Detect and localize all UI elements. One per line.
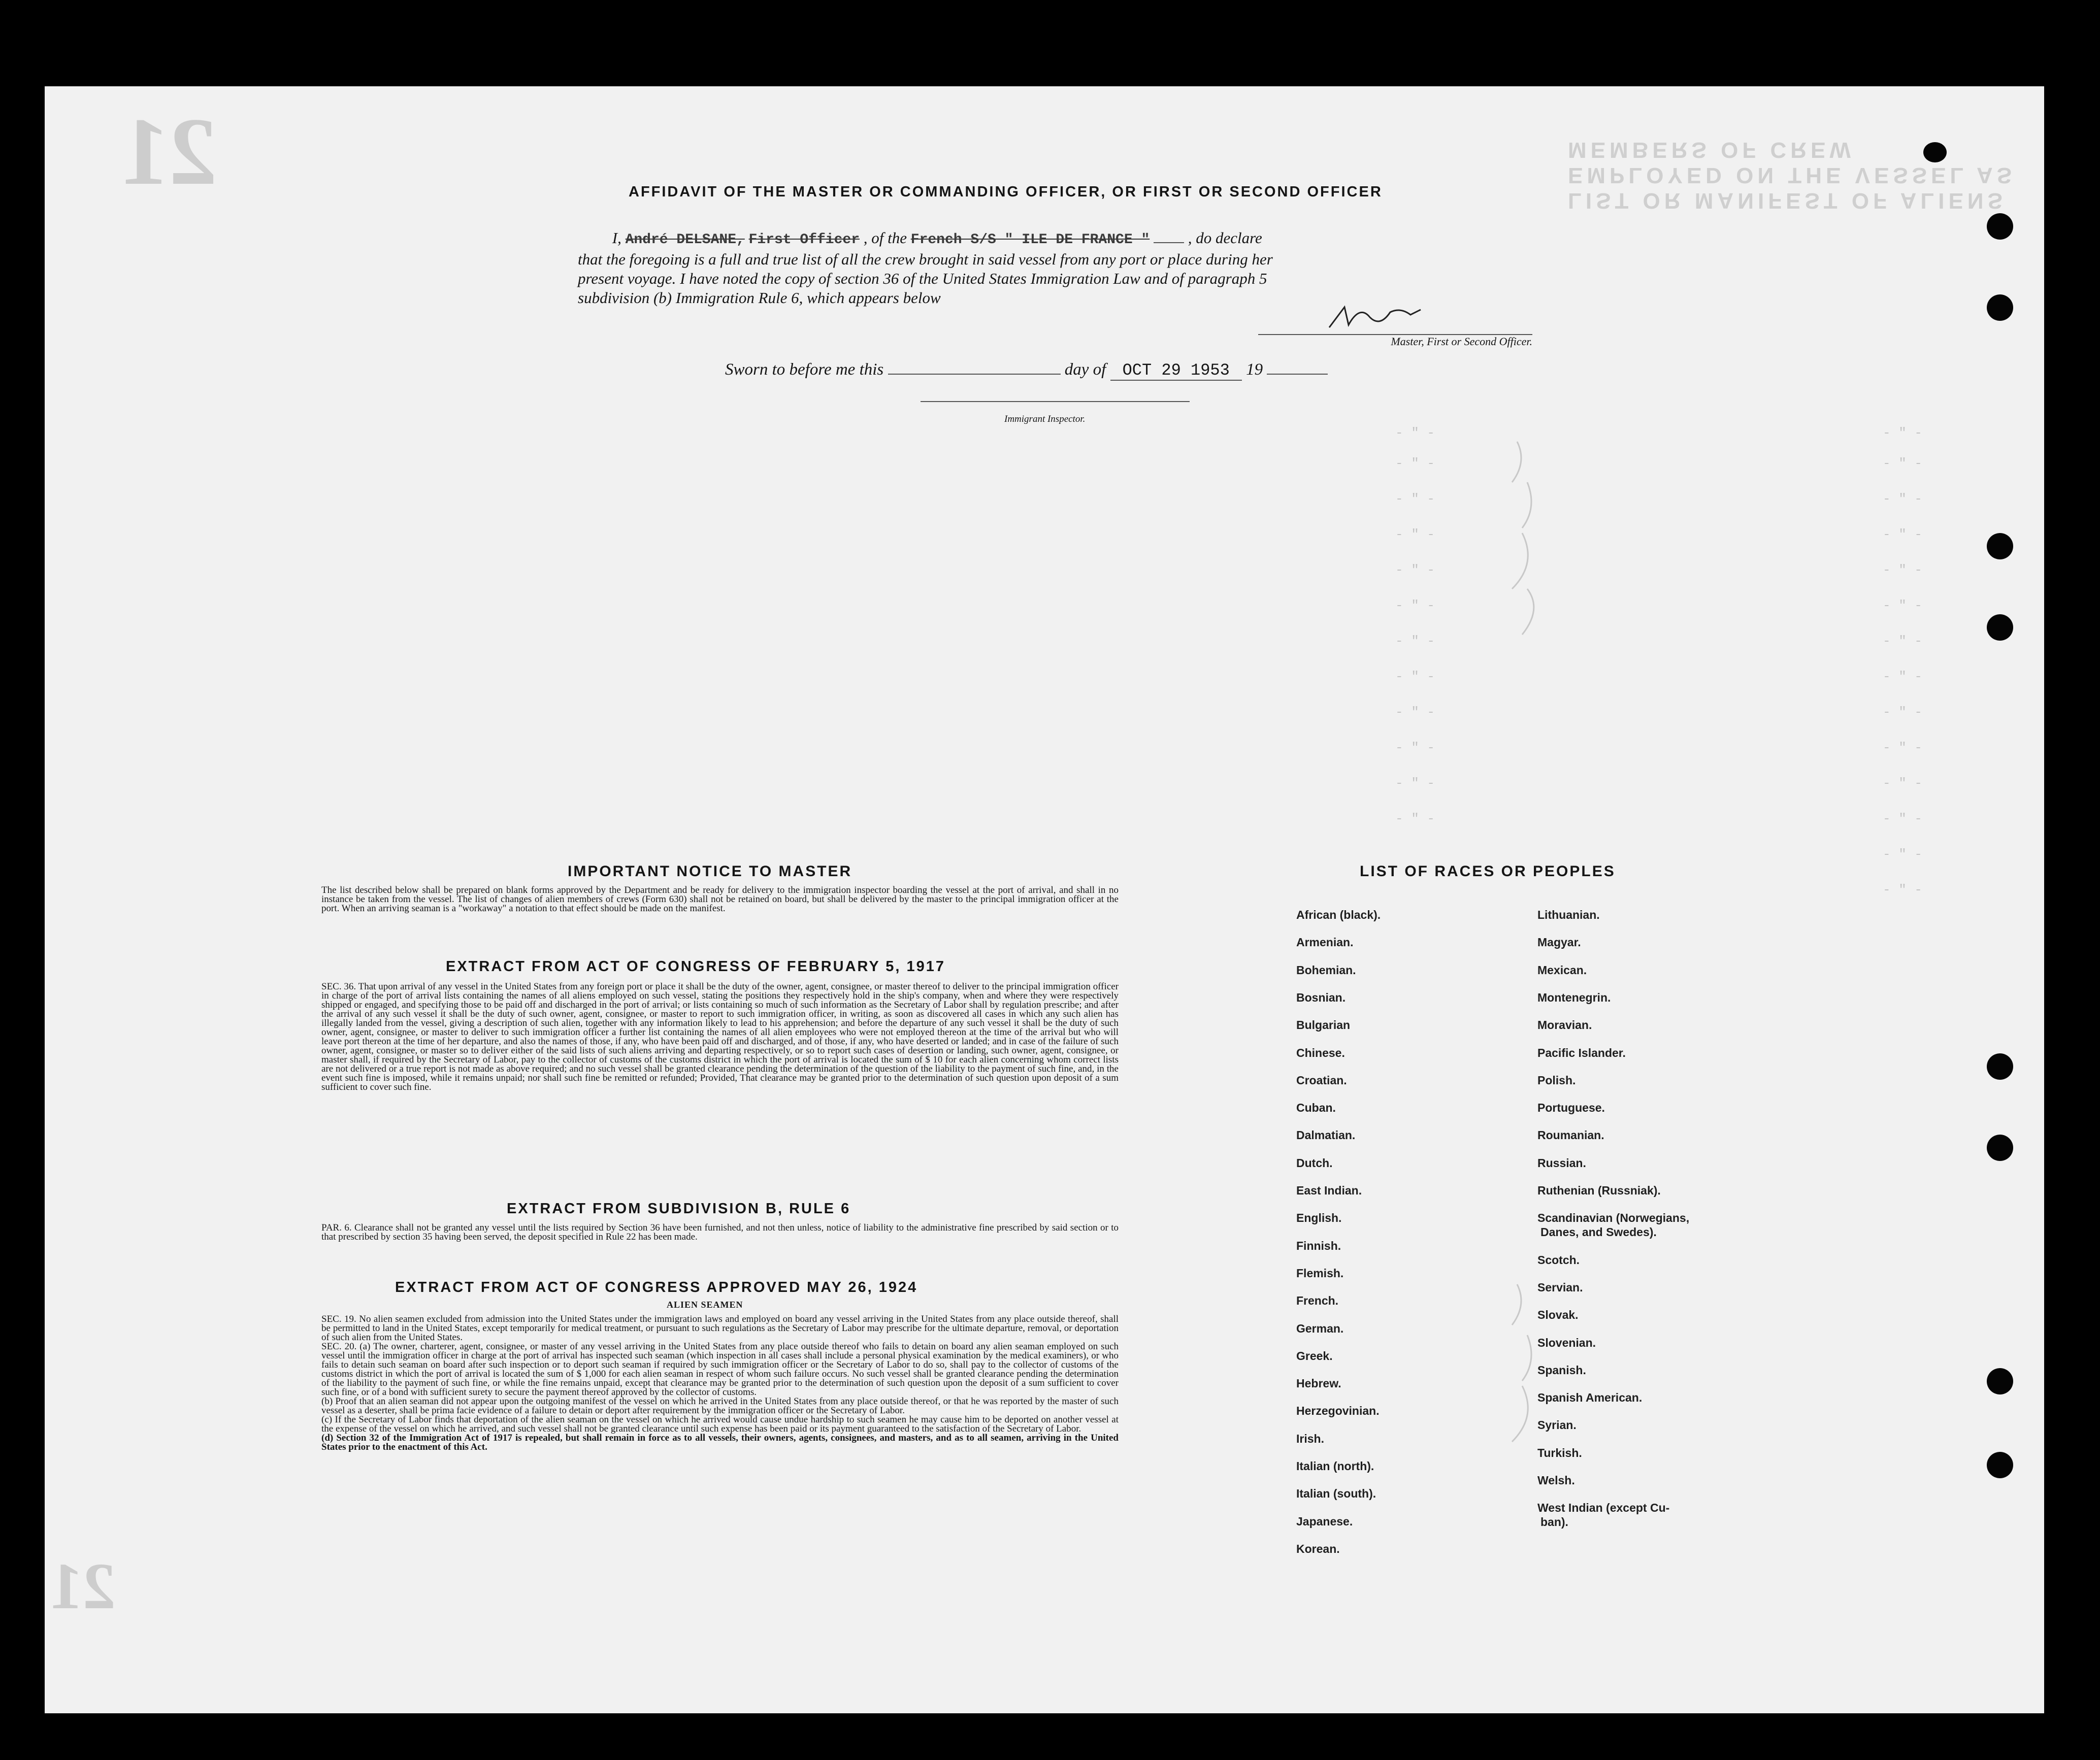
race-item: Dutch. <box>1296 1156 1333 1170</box>
officer-name: André DELSANE, <box>625 232 745 248</box>
punch-hole <box>1987 294 2013 321</box>
sec20d-paragraph: (d) Section 32 of the Immigration Act of 1917 is repealed, but shall remain in force as to all vessels, their owners, agents, consignees, and masters, and as to all seamen, arriving in the United States prior to the enactment of this Act. <box>321 1433 1119 1452</box>
race-item: Russian. <box>1537 1156 1586 1170</box>
race-item: Japanese. <box>1296 1514 1353 1528</box>
race-item: Turkish. <box>1537 1446 1582 1459</box>
svg-text:- " -: - " - <box>1395 634 1435 649</box>
svg-text:- " -: - " - <box>1883 811 1923 826</box>
race-item: Servian. <box>1537 1280 1583 1294</box>
punch-hole <box>1923 142 1947 162</box>
sworn-line <box>725 360 1328 381</box>
notice-text: The list described below shall be prepared on blank forms approved by the Department and be ready for delivery to the immigration inspector boarding the vessel at the port of arrival, and shall in no instance be taken from the vessel. The list of changes of alien members of crews (Form 630) shall not be retained on board, but shall be delivered by the master to the principal immigration officer at the port. When an arriving seaman is a "workaway" a notation to that effect should be made on the manifest. <box>321 885 1119 914</box>
race-item: Pacific Islander. <box>1537 1046 1626 1059</box>
svg-text:- " -: - " - <box>1395 456 1435 471</box>
race-item: Moravian. <box>1537 1018 1592 1032</box>
race-item: Korean. <box>1296 1542 1340 1555</box>
race-item: Spanish American. <box>1537 1391 1643 1405</box>
race-item: Hebrew. <box>1296 1377 1341 1390</box>
race-item: Finnish. <box>1296 1239 1341 1252</box>
race-item: Polish. <box>1537 1073 1576 1087</box>
race-item: African (black). <box>1296 908 1381 921</box>
race-item: Armenian. <box>1296 936 1354 949</box>
alien-seamen-subtitle: ALIEN SEAMEN <box>667 1300 743 1310</box>
race-item: Danes, and Swedes). <box>1540 1225 1657 1239</box>
race-item: Cuban. <box>1296 1101 1336 1115</box>
inspector-label: Immigrant Inspector. <box>1004 414 1086 424</box>
svg-text:- " -: - " - <box>1883 562 1923 578</box>
race-item: Slovak. <box>1537 1308 1579 1322</box>
sec20c-paragraph: (c) If the Secretary of Labor finds that deportation of the alien seaman on the vessel on which he arrived would cause undue hardship to such seamen he may cause him to be deported on another vessel at the expense of the vessel on which he arrived, and such vessel shall not be granted clearance until such expense has been paid or its payment guaranteed to the satisfaction of the Secretary of Labor. <box>321 1414 1119 1434</box>
svg-text:- " -: - " - <box>1883 705 1923 720</box>
ghost-bleed-title: LIST OR MANIFEST OF ALIENS EMPLOYED ON THE VESSEL AS MEMBERS OF CREW <box>1568 138 2016 213</box>
extract-1924-title: EXTRACT FROM ACT OF CONGRESS APPROVED MAY 26, 1924 <box>395 1279 918 1296</box>
of-the-text: , of the <box>863 229 907 247</box>
sec19-paragraph: SEC. 19. No alien seamen excluded from admission into the United States under the immigration laws and employed on board any vessel arriving in the United States from any place outside thereof, shall be permitted to land in the United States, except temporarily for medical treatment, or pursuant to such regulations as the Secretary of Labor may prescribe for the ultimate departure, removal, or deportation of such alien from the United States. <box>321 1314 1119 1343</box>
inspector-signature-line <box>921 401 1190 402</box>
affidavit-line-3: present voyage. I have noted the copy of section 36 of the United States Immigration Law and of paragraph 5 <box>578 270 1267 287</box>
race-item: French. <box>1296 1294 1339 1308</box>
notice-title: IMPORTANT NOTICE TO MASTER <box>568 863 852 880</box>
race-item: Flemish. <box>1296 1266 1344 1280</box>
vessel-name: French S/S " ILE DE FRANCE " <box>910 232 1150 248</box>
svg-text:- " -: - " - <box>1395 705 1435 720</box>
punch-hole <box>1987 533 2013 559</box>
svg-text:- " -: - " - <box>1395 491 1435 507</box>
race-item: East Indian. <box>1296 1184 1362 1197</box>
race-item: Scandinavian (Norwegians, <box>1537 1211 1690 1225</box>
race-item: Chinese. <box>1296 1046 1345 1059</box>
races-title: LIST OF RACES OR PEOPLES <box>1360 863 1616 880</box>
affidavit-title: AFFIDAVIT OF THE MASTER OR COMMANDING OFFICER, OR FIRST OR SECOND OFFICER <box>629 184 1383 200</box>
race-item: Bohemian. <box>1296 963 1356 977</box>
affidavit-body <box>578 228 1543 308</box>
race-item: Bulgarian <box>1296 1018 1351 1032</box>
race-item: Syrian. <box>1537 1418 1577 1432</box>
stamp-number-bottom: 21 <box>50 1550 116 1623</box>
ghost-manifest-rows <box>1375 421 2035 1640</box>
punch-hole <box>1987 1452 2013 1478</box>
punch-hole <box>1987 614 2013 641</box>
punch-hole <box>1987 1135 2013 1161</box>
race-item: Irish. <box>1296 1432 1324 1445</box>
race-item: German. <box>1296 1321 1344 1335</box>
race-item: Lithuanian. <box>1537 908 1600 921</box>
punch-hole <box>1987 1368 2013 1394</box>
svg-text:- " -: - " - <box>1883 425 1923 441</box>
svg-text:- " -: - " - <box>1883 634 1923 649</box>
race-item: Magyar. <box>1537 936 1581 949</box>
svg-text:- " -: - " - <box>1395 811 1435 826</box>
race-item: Ruthenian (Russniak). <box>1537 1184 1661 1197</box>
officer-rank: First Officer <box>748 232 860 248</box>
race-item: ban). <box>1540 1515 1568 1529</box>
sec20b-paragraph: (b) Proof that an alien seaman did not appear upon the outgoing manifest of the vessel on which he arrived in the United States from any place outside thereof, or that he was reported by the master of such vessel as a deserter, shall be prima facie evidence of a failure to detain or deport after requirement by the immigration officer or the Secretary of Labor. <box>321 1396 1119 1416</box>
svg-text:- " -: - " - <box>1883 527 1923 542</box>
svg-text:- " -: - " - <box>1395 740 1435 755</box>
race-item: Montenegrin. <box>1537 990 1611 1004</box>
do-declare-text: , do declare <box>1188 229 1262 247</box>
svg-text:- " -: - " - <box>1883 598 1923 613</box>
affidavit-line-1 <box>578 228 1543 250</box>
affidavit-line-4: subdivision (b) Immigration Rule 6, which appears below <box>578 289 941 307</box>
extract-rule6-title: EXTRACT FROM SUBDIVISION B, RULE 6 <box>507 1201 851 1217</box>
year-prefix: 19 <box>1246 360 1263 379</box>
sworn-prefix: Sworn to before me this <box>725 360 884 379</box>
svg-text:- " -: - " - <box>1883 882 1923 898</box>
punch-hole <box>1987 1053 2013 1080</box>
race-item: Dalmatian. <box>1296 1128 1356 1142</box>
race-item: Herzegovinian. <box>1296 1404 1380 1418</box>
svg-text:- " -: - " - <box>1395 425 1435 441</box>
race-item: Roumanian. <box>1537 1128 1604 1142</box>
extract-1917-text: SEC. 36. That upon arrival of any vessel in the United States from any foreign port or place it shall be the duty of the owner, agent, consignee, or master thereof to deliver to the principal immigration officer in charge of the port of arrival lists containing the names of all aliens employed on such vessel, stating the positions they respectively hold in the ship's company, when and where they were respectively shipped or engaged, and specifying those to be paid off and discharged in the port of arrival; or lists containing so much of such information as the Secretary of Labor shall by regulation prescribe; and after the arrival of any such vessel it shall be the duty of such owner, agent, consignee, or master to report to such immigration officer, in writing, as soon as discovered all cases in which any such alien has illegally landed from the vessel, giving a description of such alien, together with any information likely to lead to his apprehension; and before the departure of any such vessel it shall be the duty of such owner, agent, consignee, or master to deliver to such immigration officer a further list containing the names of all alien employees who were not employed thereon at the time of the arrival but who will leave port thereon at the time of her departure, and also the names of those, if any, who have been paid off and discharged, and of those, if any, who have deserted or landed; and in case of the failure of such owner, agent, consignee, or master so to deliver either of the said lists of such aliens arriving and departing respectively, or so to report such cases of desertion or landing, such owner, agent, consignee, or master shall, if required by the Secretary of Labor, pay to the collector of customs of the customs district in which the port of arrival is located the sum of $ 10 for each alien concerning whom correct lists are not delivered or a true report is not made as above required; and no such vessel shall be granted clearance pending the determination of the question of the liability to the payment of such fine, and, in the event such fine is imposed, while it remains unpaid; nor shall such fine be remitted or refunded; Provided, That clearance may be granted prior to the determination of such question upon deposit of a sum sufficient to cover such fine. <box>321 981 1119 1092</box>
affidavit-i: I, <box>612 229 621 247</box>
race-item: West Indian (except Cu- <box>1537 1501 1670 1515</box>
race-item: Croatian. <box>1296 1073 1347 1087</box>
extract-1924-text <box>321 1315 1119 1452</box>
day-of-text: day of <box>1064 360 1106 379</box>
race-item: Scotch. <box>1537 1253 1580 1267</box>
race-item: Slovenian. <box>1537 1336 1596 1349</box>
svg-text:- " -: - " - <box>1395 776 1435 791</box>
svg-text:- " -: - " - <box>1883 740 1923 755</box>
race-item: Italian (north). <box>1296 1459 1374 1473</box>
officer-signature <box>1324 300 1426 335</box>
stamp-number-top: 21 <box>121 98 217 205</box>
affidavit-line-2: that the foregoing is a full and true list of all the crew brought in said vessel from any port or place during her <box>578 250 1273 268</box>
svg-text:- " -: - " - <box>1395 527 1435 542</box>
race-item: Spanish. <box>1537 1363 1586 1377</box>
race-item: Portuguese. <box>1537 1101 1605 1115</box>
svg-text:- " -: - " - <box>1395 562 1435 578</box>
document-page <box>45 86 2044 1713</box>
race-item: English. <box>1296 1211 1342 1225</box>
race-item: Italian (south). <box>1296 1487 1376 1501</box>
extract-1917-title: EXTRACT FROM ACT OF CONGRESS OF FEBRUARY 5, 1917 <box>446 958 946 975</box>
svg-text:- " -: - " - <box>1883 491 1923 507</box>
punch-hole <box>1987 213 2013 240</box>
race-item: Greek. <box>1296 1349 1333 1363</box>
race-item: Bosnian. <box>1296 990 1346 1004</box>
svg-text:- " -: - " - <box>1883 847 1923 862</box>
svg-text:- " -: - " - <box>1883 456 1923 471</box>
sec20a-paragraph: SEC. 20. (a) The owner, charterer, agent, consignee, or master of any vessel arriving in the United States from any place outside thereof who fails to detain on board any alien seaman employed on such vessel until the immigration officer in charge at the port of arrival has inspected such seaman (which inspection in all cases shall include a personal physical examination by the medical examiners), or who fails to detain such seaman on board after such inspection or to deport such seaman if required by such immigration officer or the Secretary of Labor to do so, shall pay to the collector of customs of the customs district in which the port of arrival is located the sum of $ 1,000 for each alien seaman in respect of whom such failure occurs. No such vessel shall be granted clearance pending the determination of the liability to the payment of such fine, or while the fine remains unpaid, except that clearance may be granted prior to the determination of such question upon the deposit of a sum sufficient to cover such fine, or of a bond with sufficient surety to secure the payment thereof approved by the collector of customs. <box>321 1341 1119 1398</box>
svg-text:- " -: - " - <box>1883 669 1923 684</box>
sworn-date: OCT 29 1953 <box>1110 361 1242 381</box>
svg-text:- " -: - " - <box>1395 669 1435 684</box>
svg-text:- " -: - " - <box>1883 776 1923 791</box>
svg-text:- " -: - " - <box>1395 598 1435 613</box>
race-item: Welsh. <box>1537 1474 1575 1487</box>
signature-label: Master, First or Second Officer. <box>1258 334 1532 348</box>
extract-rule6-text: PAR. 6. Clearance shall not be granted any vessel until the lists required by Section 36 have been furnished, and not then unless, notice of liability to the administrative fine prescribed by said section or to that prescribed by section 35 having been served, the deposit specified in Rule 22 has been made. <box>321 1222 1119 1242</box>
race-item: Mexican. <box>1537 963 1587 977</box>
